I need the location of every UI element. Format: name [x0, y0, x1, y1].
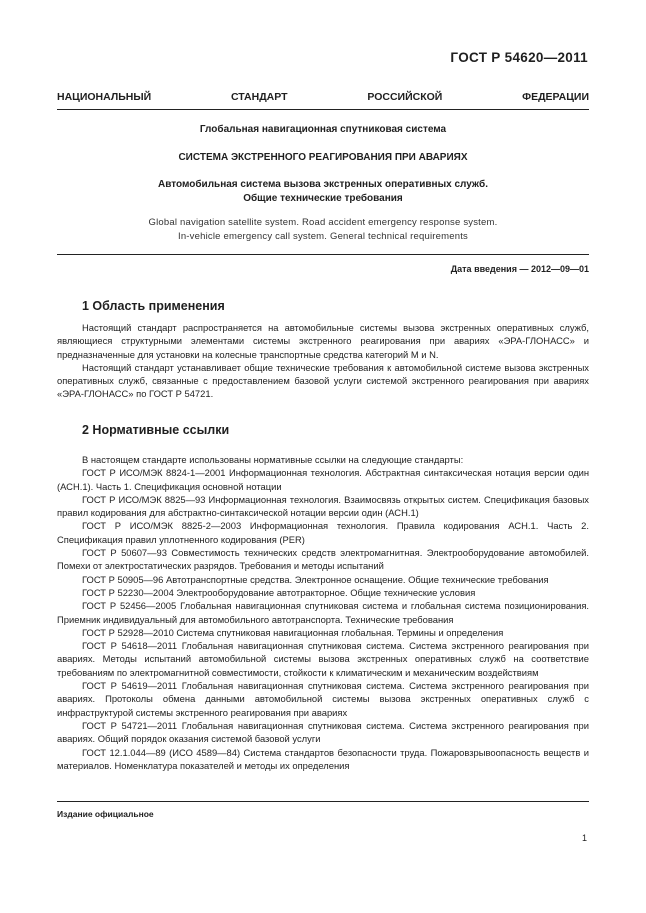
reference-item: ГОСТ Р 50607—93 Совместимость технических средств электромагнитная. Электрооборудование автомобилей. Помехи от электростатических разрядов. Требования и методы испытаний — [57, 547, 589, 572]
section-heading: 2 Нормативные ссылки — [82, 423, 230, 437]
system-title: Глобальная навигационная спутниковая система — [199, 124, 447, 135]
reference-item: ГОСТ Р 52456—2005 Глобальная навигационная спутниковая система и глобальная система позиционирования. Приемник индивидуальный для автомобильного автотранспорта. Технические требования — [57, 600, 589, 625]
paragraph: Настоящий стандарт распространяется на автомобильные системы вызова экстренных оперативных служб, являющиеся структурными элементами системы экстренного реагирования при авариях «ЭРА-ГЛОНАСС» и предназначенные для установки на колесные транспортные средства категорий М и N. — [57, 322, 589, 360]
reference-item: ГОСТ Р 54618—2011 Глобальная навигационная спутниковая система. Система экстренного реагирования при авариях. Методы испытаний автомобильной системы вызова экстренных оперативных служб на соответствие требованиям по электромагнитной совместимости, стойкости к климатическим и механическим воздействиям — [57, 640, 589, 678]
top-divider — [57, 109, 589, 110]
reference-item: ГОСТ Р 54721—2011 Глобальная навигационная спутниковая система. Система экстренного реагирования при авариях. Общий порядок оказания системой базовой услуги — [57, 719, 589, 745]
banner-word: СТАНДАРТ — [230, 91, 288, 103]
main-title: СИСТЕМА ЭКСТРЕННОГО РЕАГИРОВАНИЯ ПРИ АВАРИЯХ — [178, 152, 468, 163]
english-title-line: Global navigation satellite system. Road accident emergency response system. — [148, 217, 498, 228]
reference-item: ГОСТ Р 50905—96 Автотранспортные средства. Электронное оснащение. Общие технические требования — [82, 573, 549, 585]
footer-divider — [57, 801, 589, 802]
document-code: ГОСТ Р 54620—2011 — [450, 50, 588, 65]
section-body — [57, 321, 589, 401]
page-number: 1 — [581, 833, 587, 843]
english-title — [57, 216, 589, 244]
reference-item: ГОСТ Р ИСО/МЭК 8825-2—2003 Информационная технология. Правила кодирования АСН.1. Часть 2. Спецификация правил уплотненного кодирования (PER) — [57, 520, 589, 545]
subtitle-line: Общие технические требования — [243, 193, 403, 204]
section-body — [57, 453, 589, 772]
title-divider — [57, 254, 589, 255]
subtitle-line: Автомобильная система вызова экстренных оперативных служб. — [158, 179, 488, 190]
introduction-date: Дата введения — 2012—09—01 — [450, 264, 589, 274]
banner-word: НАЦИОНАЛЬНЫЙ — [57, 91, 152, 103]
reference-item: ГОСТ Р ИСО/МЭК 8824-1—2001 Информационная технология. Абстрактная синтаксическая нотация версии один (АСН.1). Часть 1. Спецификация основной нотации — [57, 467, 589, 492]
paragraph: Настоящий стандарт устанавливает общие технические требования к автомобильной системе вызова экстренных оперативных служб, связанные с предоставлением базовой услуги системой экстренного реагирования при авариях «ЭРА-ГЛОНАСС» по ГОСТ Р 54721. — [57, 361, 589, 400]
reference-item: ГОСТ Р 52928—2010 Система спутниковая навигационная глобальная. Термины и определения — [82, 626, 504, 638]
reference-item: ГОСТ 12.1.044—89 (ИСО 4589—84) Система стандартов безопасности труда. Пожаровзрывоопасность веществ и материалов. Номенклатура показателей и методы их определения — [57, 746, 589, 771]
banner-word: ФЕДЕРАЦИИ — [522, 91, 589, 103]
national-standard-banner — [57, 91, 589, 103]
section-heading: 1 Область применения — [82, 299, 225, 313]
edition-label: Издание официальное — [57, 809, 154, 819]
paragraph: В настоящем стандарте использованы нормативные ссылки на следующие стандарты: — [82, 454, 464, 465]
reference-item: ГОСТ Р ИСО/МЭК 8825—93 Информационная технология. Взаимосвязь открытых систем. Спецификация базовых правил кодирования для абстрактно-синтаксической нотации версии один (АСН.1) — [57, 493, 589, 519]
subtitle — [57, 178, 589, 206]
banner-word: РОССИЙСКОЙ — [367, 91, 443, 103]
english-title-line: In-vehicle emergency call system. General technical requirements — [177, 231, 468, 242]
reference-item: ГОСТ Р 52230—2004 Электрооборудование автотракторное. Общие технические условия — [82, 586, 476, 598]
reference-item: ГОСТ Р 54619—2011 Глобальная навигационная спутниковая система. Система экстренного реагирования при авариях. Протоколы обмена данными автомобильной системы вызова экстренных оперативных служб с инфраструктурой системы экстренного реагирования при авариях — [57, 680, 589, 718]
